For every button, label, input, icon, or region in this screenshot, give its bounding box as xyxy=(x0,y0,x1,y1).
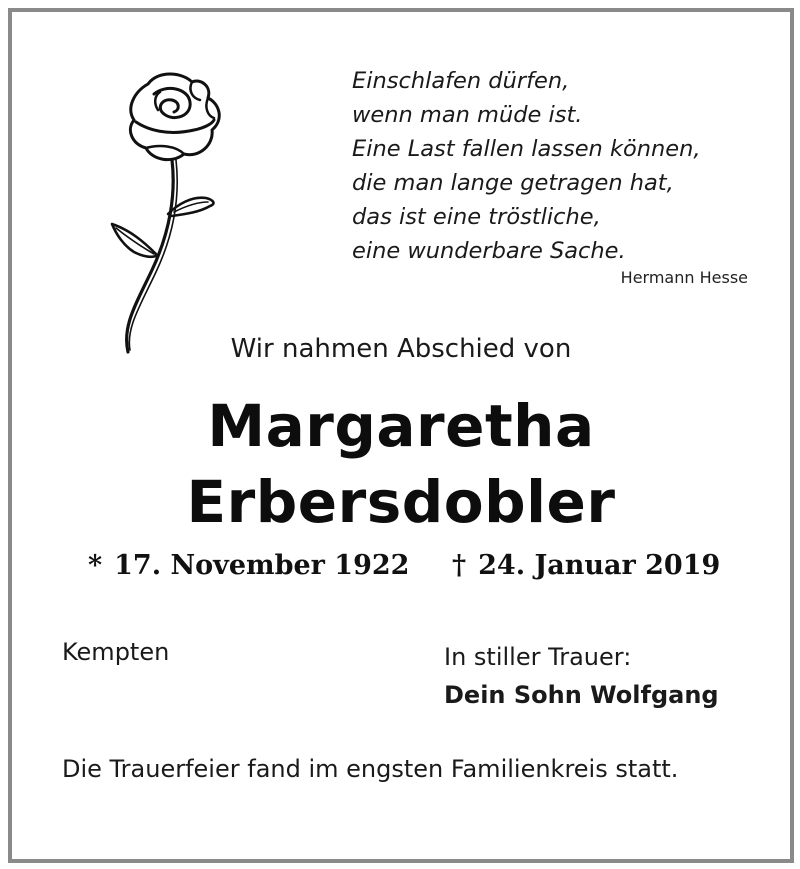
intro-text: Wir nahmen Abschied von xyxy=(230,334,572,364)
poem-line: Eine Last fallen lassen können, xyxy=(352,136,701,162)
mourners-block xyxy=(444,638,719,714)
mourners-signature: Dein Sohn Wolfgang xyxy=(444,681,719,709)
mourners-label: In stiller Trauer: xyxy=(444,643,632,671)
poem-line: eine wunderbare Sache. xyxy=(352,238,626,264)
birth-symbol: * xyxy=(88,550,103,581)
deceased-first-name: Margaretha xyxy=(207,392,595,460)
poem-line: das ist eine tröstliche, xyxy=(352,204,601,230)
deceased-last-name: Erbersdobler xyxy=(186,468,616,536)
obituary-frame xyxy=(8,8,794,863)
death-date-line xyxy=(452,550,720,581)
poem-author: Hermann Hesse xyxy=(620,268,748,287)
poem xyxy=(352,64,772,268)
poem-line: die man lange getragen hat, xyxy=(352,170,674,196)
cross-icon: † xyxy=(452,550,467,581)
rose-icon xyxy=(96,64,236,354)
poem-line: Einschlafen dürfen, xyxy=(352,68,570,94)
birth-date: 17. November 1922 xyxy=(114,550,410,581)
birth-date-line xyxy=(88,550,409,581)
poem-line: wenn man müde ist. xyxy=(352,102,583,128)
funeral-notice: Die Trauerfeier fand im engsten Familienkreis statt. xyxy=(62,755,679,783)
place: Kempten xyxy=(62,638,170,666)
death-date: 24. Januar 2019 xyxy=(478,550,721,581)
